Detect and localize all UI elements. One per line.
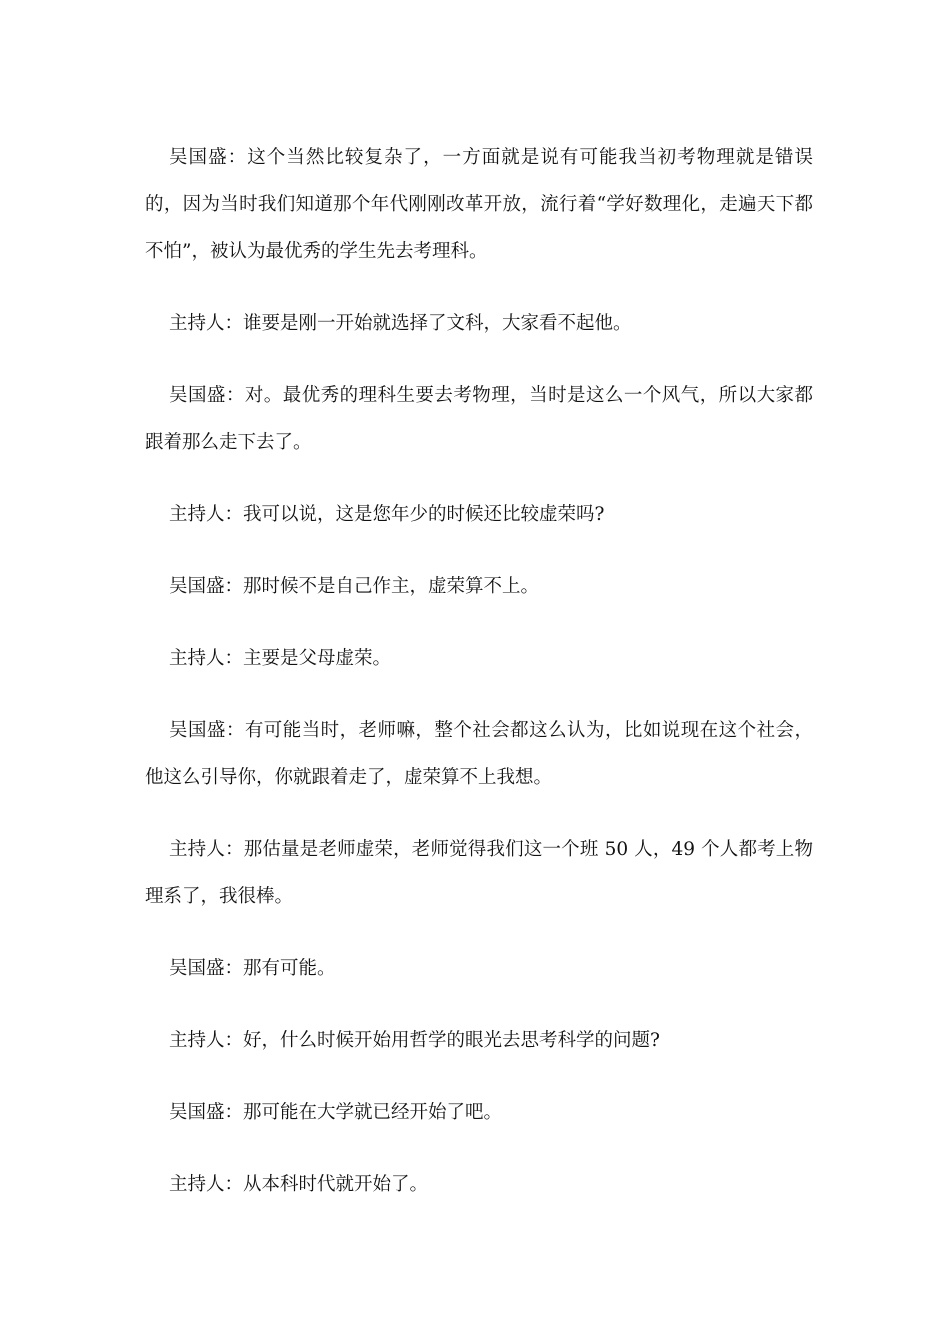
speaker-label: 主持人： bbox=[169, 648, 244, 669]
dialogue-paragraph bbox=[145, 1161, 813, 1208]
dialogue-text: 那有可能。 bbox=[243, 958, 336, 979]
dialogue-text: 好，什么时候开始用哲学的眼光去思考科学的问题? bbox=[243, 1030, 660, 1051]
speaker-label: 吴国盛： bbox=[169, 385, 245, 406]
dialogue-paragraph bbox=[145, 1017, 813, 1064]
dialogue-paragraph bbox=[145, 300, 813, 347]
dialogue-paragraph bbox=[145, 1089, 813, 1136]
speaker-label: 主持人： bbox=[169, 313, 244, 334]
dialogue-paragraph bbox=[145, 635, 813, 682]
speaker-label: 主持人： bbox=[169, 839, 244, 860]
speaker-label: 吴国盛： bbox=[169, 576, 244, 597]
dialogue-text: 对。最优秀的理科生要去考物理，当时是这么一个风气，所以大家都跟着那么走下去了。 bbox=[145, 385, 813, 453]
dialogue-paragraph bbox=[145, 372, 813, 466]
dialogue-paragraph bbox=[145, 491, 813, 538]
speaker-label: 主持人： bbox=[169, 1174, 244, 1195]
dialogue-text: 那时候不是自己作主，虚荣算不上。 bbox=[243, 576, 540, 597]
dialogue-paragraph bbox=[145, 134, 813, 275]
dialogue-text: 有可能当时，老师嘛，整个社会都这么认为，比如说现在这个社会，他这么引导你，你就跟着走了，虚荣算不上我想。 bbox=[145, 720, 813, 788]
dialogue-text: 主要是父母虚荣。 bbox=[243, 648, 392, 669]
dialogue-text: 那可能在大学就已经开始了吧。 bbox=[243, 1102, 503, 1123]
speaker-label: 吴国盛： bbox=[169, 958, 244, 979]
dialogue-paragraph bbox=[145, 563, 813, 610]
speaker-label: 主持人： bbox=[169, 1030, 244, 1051]
dialogue-text: 那估量是老师虚荣，老师觉得我们这一个班 50 人，49 个人都考上物理系了，我很棒。 bbox=[145, 839, 813, 907]
speaker-label: 吴国盛： bbox=[169, 720, 245, 741]
dialogue-text: 我可以说，这是您年少的时候还比较虚荣吗? bbox=[243, 504, 605, 525]
dialogue-text: 这个当然比较复杂了，一方面就是说有可能我当初考物理就是错误的，因为当时我们知道那个年代刚刚改革开放，流行着“学好数理化，走遍天下都不怕”，被认为最优秀的学生先去考理科。 bbox=[145, 147, 813, 262]
speaker-label: 吴国盛： bbox=[169, 1102, 244, 1123]
dialogue-paragraph bbox=[145, 826, 813, 920]
speaker-label: 吴国盛： bbox=[169, 147, 248, 168]
dialogue-text: 谁要是刚一开始就选择了文科，大家看不起他。 bbox=[243, 313, 632, 334]
dialogue-text: 从本科时代就开始了。 bbox=[243, 1174, 429, 1195]
speaker-label: 主持人： bbox=[169, 504, 244, 525]
dialogue-paragraph bbox=[145, 707, 813, 801]
interview-transcript bbox=[145, 134, 813, 1233]
dialogue-paragraph bbox=[145, 945, 813, 992]
